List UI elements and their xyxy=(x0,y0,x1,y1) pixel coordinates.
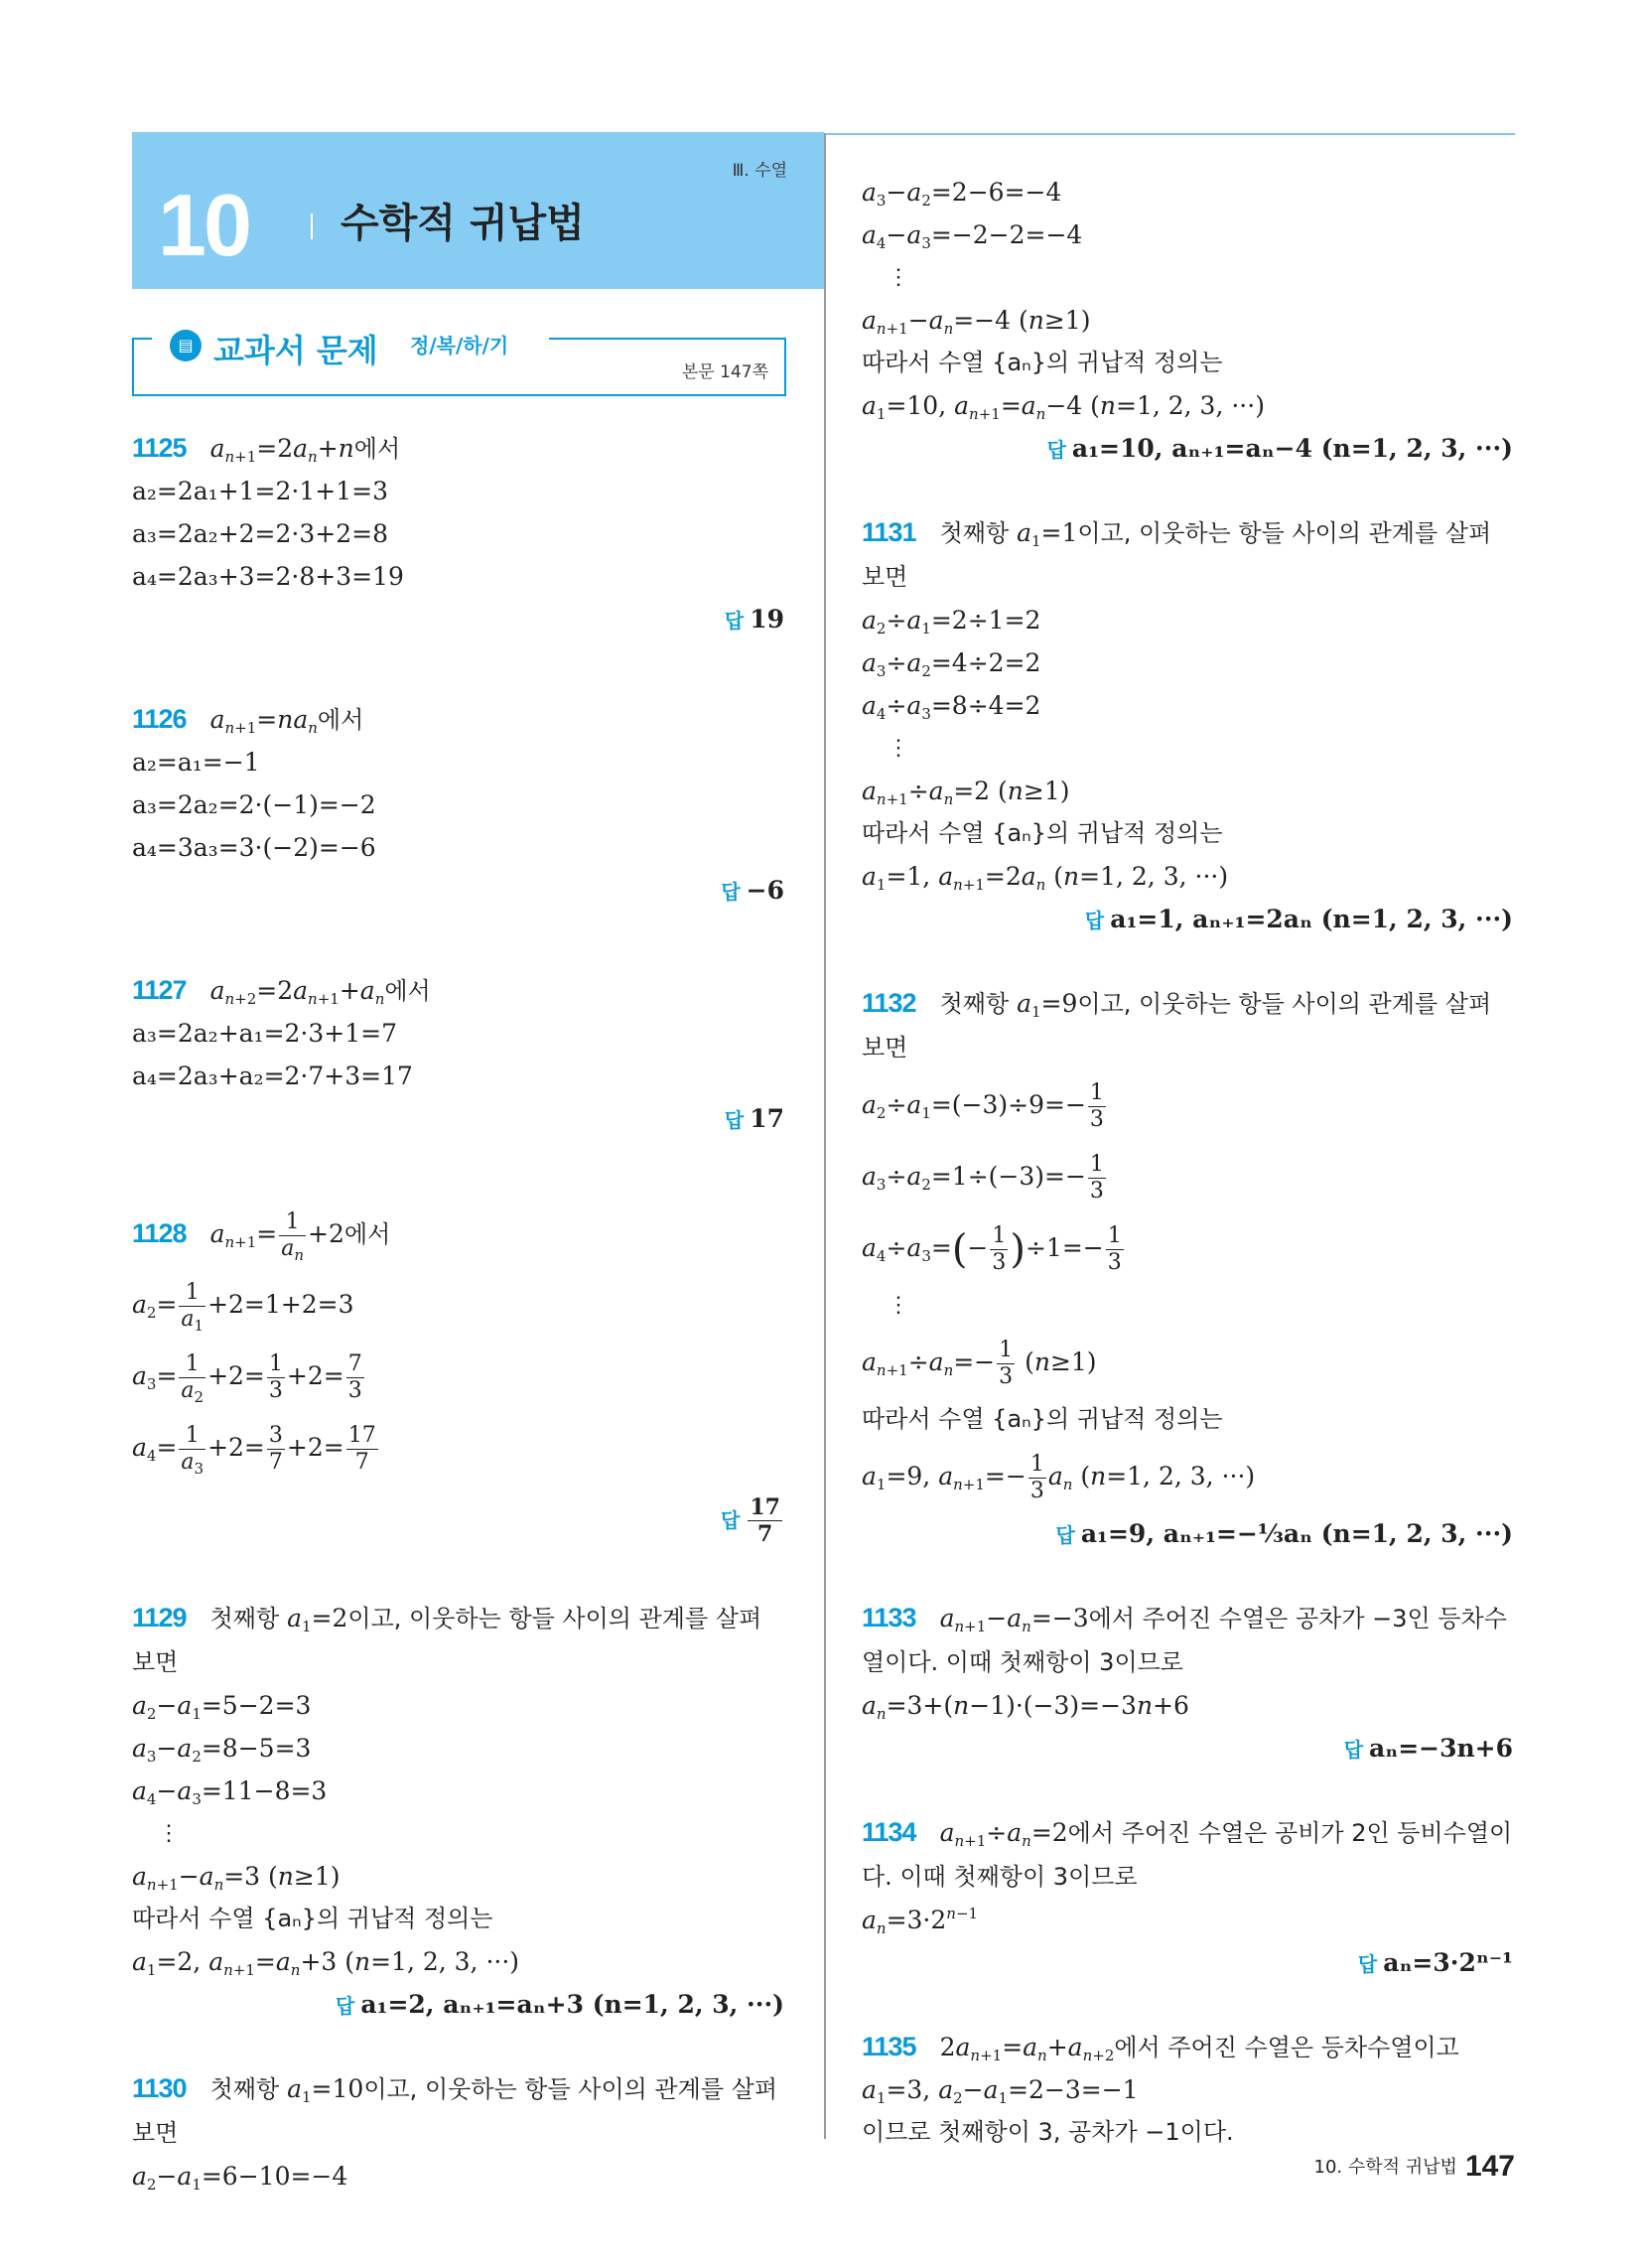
conclusion-text: 따라서 수열 {aₙ}의 귀납적 정의는 xyxy=(862,1405,1223,1433)
answer-line: 답 $\frac{17}{7}$ xyxy=(721,1494,780,1547)
vertical-dots: ⋮ xyxy=(158,1821,180,1846)
solution-line: $a_1=2$, $a_{n+1}=a_n+3$ (n=1, 2, 3, ···) xyxy=(132,1947,520,1979)
solution-line: a₄=2a₃+a₂=2·7+3=17 xyxy=(132,1062,413,1090)
problem-1130-continued xyxy=(862,171,1513,470)
problem-number: 1125 xyxy=(132,433,187,463)
answer-line: 답 aₙ=−3n+6 xyxy=(1343,1734,1513,1763)
problem-number: 1129 xyxy=(132,1603,187,1632)
vertical-dots: ⋮ xyxy=(888,265,909,290)
solution-line: $a_2\div a_1=(-3)\div 9=-$ $\frac{1}{3}$ xyxy=(862,1080,1104,1132)
section-title: 교과서 문제 xyxy=(213,332,378,369)
solution-line: $a_4-a_3=-2-2=-4$ xyxy=(862,220,1083,252)
conclusion-text: 따라서 수열 {aₙ}의 귀납적 정의는 xyxy=(132,1905,493,1932)
problem-number: 1128 xyxy=(132,1218,187,1248)
page-number: 147 xyxy=(1464,2150,1515,2183)
solution-line: $a_4\div a_3=8\div 4=2$ xyxy=(862,691,1041,723)
answer-line: 답 17 xyxy=(724,1104,784,1133)
solution-line: a₄=3a₃=3·(−2)=−6 xyxy=(132,833,376,862)
solution-line: $a_2-a_1=6-10=-4$ xyxy=(132,2162,348,2194)
solution-line: a₂=a₁=−1 xyxy=(132,748,260,777)
solution-line: $a_1=9$, $a_{n+1}=-$ $\frac{1}{3}$ $a_n$ (n=1, 2, 3, ···) xyxy=(862,1452,1256,1503)
problem-1125: 1125 $a_{n+1}=2a_n+n$에서 a₂=2a₁+1=2·1+1=3 a₃=2a₂+2=2·3+2=8 a₄=2a₃+3=2·8+3=19 답 19 xyxy=(132,427,784,640)
solution-line: a₄=2a₃+3=2·8+3=19 xyxy=(132,562,404,591)
solution-line: a₃=2a₂=2·(−1)=−2 xyxy=(132,790,376,819)
solution-line: $a_4\div a_3=(-$ $\frac{1}{3}$ )÷1=− $\frac{1}{3}$ xyxy=(862,1223,1122,1275)
left-column xyxy=(132,427,784,2197)
problem-number: 1134 xyxy=(862,1817,916,1847)
solution-line: $a_1=1$, $a_{n+1}=2a_n$ (n=1, 2, 3, ···) xyxy=(862,862,1229,894)
solution-line: $a_1=10$, $a_{n+1}=a_n-4$ (n=1, 2, 3, ···) xyxy=(862,391,1265,423)
answer-line: 답 a₁=2, aₙ₊₁=aₙ+3 (n=1, 2, 3, ···) xyxy=(335,1990,784,2019)
problem-number: 1132 xyxy=(862,988,916,1018)
solution-line: $a_3\div a_2=4\div 2=2$ xyxy=(862,648,1041,680)
problem-1129: 1129 첫째항 $a_1=2$이고, 이웃하는 항들 사이의 관계를 살펴보면 $a_2-a_1=5-2=3$ $a_3-a_2=8-5=3$ $a_4-a_3=11-8=3$ ⋮ $a_{n+1}-a_n=3$ (n≥1) 따라서 수열 {aₙ}의 귀납적 정의는 $a_1=2$, $a_{n+1}=a_n+3$ (n=1, 2, 3, ···) 답 a₁=2, aₙ₊₁=aₙ+3 (n=1, 2, 3, ···) xyxy=(132,1597,784,2026)
answer-line: 답 19 xyxy=(724,605,784,634)
solution-line: a₂=2a₁+1=2·1+1=3 xyxy=(132,477,388,505)
conclusion-text: 따라서 수열 {aₙ}의 귀납적 정의는 xyxy=(862,819,1223,847)
problem-1128: 1128 $a_{n+1}=$ $\frac{1}{a_n}$ +2에서 $a_2=$ $\frac{1}{a_1}$ +2=1+2=3 $a_3=$ $\frac{1}{a_2}$ +2= $\frac{1}{3}$ +2= $\frac{7}{3}$ $a_4=$ $\frac{1}{a_3}$ +2= $\frac{3}{7}$ +2= $\frac{17}{7}$ 답 $\frac{17}{7}$ xyxy=(132,1198,784,1555)
chapter-separator xyxy=(311,213,313,239)
page-footer xyxy=(1314,2150,1515,2184)
solution-line: $a_n=3\cdot 2^{n-1}$ xyxy=(862,1905,979,1937)
conclusion-text: 따라서 수열 {aₙ}의 귀납적 정의는 xyxy=(862,349,1223,376)
problem-1131: 1131 첫째항 $a_1=1$이고, 이웃하는 항들 사이의 관계를 살펴보면 $a_2\div a_1=2\div 1=2$ $a_3\div a_2=4\div 2=2$ $a_4\div a_3=8\div 4=2$ ⋮ $a_{n+1}\div a_n=2$ (n≥1) 따라서 수열 {aₙ}의 귀납적 정의는 $a_1=1$, $a_{n+1}=2a_n$ (n=1, 2, 3, ···) 답 a₁=1, aₙ₊₁=2aₙ (n=1, 2, 3, ···) xyxy=(862,511,1513,940)
problem-1127: 1127 $a_{n+2}=2a_{n+1}+a_n$에서 a₃=2a₂+a₁=2·3+1=7 a₄=2a₃+a₂=2·7+3=17 답 17 xyxy=(132,969,784,1140)
problem-number: 1127 xyxy=(132,975,187,1005)
solution-line: $a_{n+1}\div a_n=-$ $\frac{1}{3}$ (n≥1) xyxy=(862,1338,1097,1389)
answer-line: 답 a₁=9, aₙ₊₁=−⅓aₙ (n=1, 2, 3, ···) xyxy=(1055,1519,1513,1548)
vertical-dots: ⋮ xyxy=(888,736,909,761)
textbook-section-box xyxy=(132,332,786,396)
chapter-banner xyxy=(132,132,824,289)
part-label: Ⅲ. 수열 xyxy=(732,161,787,181)
solution-line: a₃=2a₂+a₁=2·3+1=7 xyxy=(132,1019,397,1048)
problem-number: 1133 xyxy=(862,1603,916,1632)
conclusion-text: 이므로 첫째항이 3, 공차가 −1이다. xyxy=(862,2118,1234,2146)
right-column xyxy=(862,171,1513,2154)
solution-line: $a_3=$ $\frac{1}{a_2}$ +2= $\frac{1}{3}$ +2= $\frac{7}{3}$ xyxy=(132,1351,362,1406)
vertical-dots: ⋮ xyxy=(888,1293,909,1318)
answer-line: 답 aₙ=3·2ⁿ⁻¹ xyxy=(1357,1948,1513,1977)
problem-1135: 1135 $2a_{n+1}=a_n+a_{n+2}$에서 주어진 수열은 등차수열이고 $a_1=3$, $a_2-a_1=2-3=-1$ 이므로 첫째항이 3, 공차가 −1이다. xyxy=(862,2026,1513,2154)
solution-line: a₃=2a₂+2=2·3+2=8 xyxy=(132,519,388,548)
top-rule xyxy=(824,133,1515,135)
chapter-title: 수학적 귀납법 xyxy=(341,201,585,246)
solution-line: $a_n=3+(n-1)\cdot(-3)=-3n+6$ xyxy=(862,1691,1189,1723)
solution-line: $a_1=3$, $a_2-a_1=2-3=-1$ xyxy=(862,2075,1139,2107)
problem-1134: 1134 $a_{n+1}\div a_n=2$에서 주어진 수열은 공비가 2인 등비수열이다. 이때 첫째항이 3이므로 $a_n=3\cdot 2^{n-1}$ 답 aₙ=3·2ⁿ⁻¹ xyxy=(862,1811,1513,1984)
chapter-number: 10 xyxy=(158,176,249,274)
problem-number: 1135 xyxy=(862,2032,916,2061)
solution-line: $a_3-a_2=2-6=-4$ xyxy=(862,178,1062,210)
answer-line: 답 −6 xyxy=(721,876,784,905)
book-icon: ▤ xyxy=(170,330,202,361)
column-divider xyxy=(824,133,826,2139)
page-reference: 본문 147쪽 xyxy=(681,362,768,382)
solution-line: $a_3-a_2=8-5=3$ xyxy=(132,1734,312,1766)
solution-line: $a_{n+1}-a_n=-4$ (n≥1) xyxy=(862,306,1091,338)
solution-line: $a_4=$ $\frac{1}{a_3}$ +2= $\frac{3}{7}$ +2= $\frac{17}{7}$ xyxy=(132,1423,376,1478)
solution-line: $a_3\div a_2=1\div(-3)=-$ $\frac{1}{3}$ xyxy=(862,1152,1104,1204)
section-subtitle: 정/복/하/기 xyxy=(410,334,509,357)
solution-line: $a_{n+1}\div a_n=2$ (n≥1) xyxy=(862,777,1070,808)
solution-line: $a_2-a_1=5-2=3$ xyxy=(132,1691,312,1723)
problem-number: 1126 xyxy=(132,704,187,734)
solution-line: $a_2\div a_1=2\div 1=2$ xyxy=(862,606,1041,638)
footer-chapter: 10. 수학적 귀납법 xyxy=(1313,2157,1457,2178)
problem-1130: 1130 첫째항 $a_1=10$이고, 이웃하는 항들 사이의 관계를 살펴보면 $a_2-a_1=6-10=-4$ xyxy=(132,2067,784,2197)
problem-1133: 1133 $a_{n+1}-a_n=-3$에서 주어진 수열은 공차가 −3인 등차수열이다. 이때 첫째항이 3이므로 $a_n=3+(n-1)\cdot(-3)=-3n+6$ 답 aₙ=−3n+6 xyxy=(862,1597,1513,1770)
problem-number: 1130 xyxy=(132,2073,187,2103)
solution-line: $a_{n+1}-a_n=3$ (n≥1) xyxy=(132,1862,341,1894)
problem-number: 1131 xyxy=(862,517,916,547)
problem-1126: 1126 $a_{n+1}=na_n$에서 a₂=a₁=−1 a₃=2a₂=2·(−1)=−2 a₄=3a₃=3·(−2)=−6 답 −6 xyxy=(132,698,784,912)
solution-line: $a_4-a_3=11-8=3$ xyxy=(132,1776,328,1808)
answer-line: 답 a₁=1, aₙ₊₁=2aₙ (n=1, 2, 3, ···) xyxy=(1084,905,1513,933)
solution-line: $a_2=$ $\frac{1}{a_1}$ +2=1+2=3 xyxy=(132,1280,354,1335)
answer-line: 답 a₁=10, aₙ₊₁=aₙ−4 (n=1, 2, 3, ···) xyxy=(1046,434,1513,463)
problem-1132: 1132 첫째항 $a_1=9$이고, 이웃하는 항들 사이의 관계를 살펴보면 $a_2\div a_1=(-3)\div 9=-$ $\frac{1}{3}$ $a_3\div a_2=1\div(-3)=-$ $\frac{1}{3}$ $a_4\div a_3=(-$ $\frac{1}{3}$ )÷1=− $\frac{1}{3}$ ⋮ $a_{n+1}\div a_n=-$ $\frac{1}{3}$ (n≥1) 따라서 수열 {aₙ}의 귀납적 정의는 $a_1=9$, $a_{n+1}=-$ $\frac{1}{3}$ $a_n$ (n=1, 2, 3, ···) 답 a₁=9, aₙ₊₁=−⅓aₙ (n=1, 2, 3, ···) xyxy=(862,982,1513,1555)
